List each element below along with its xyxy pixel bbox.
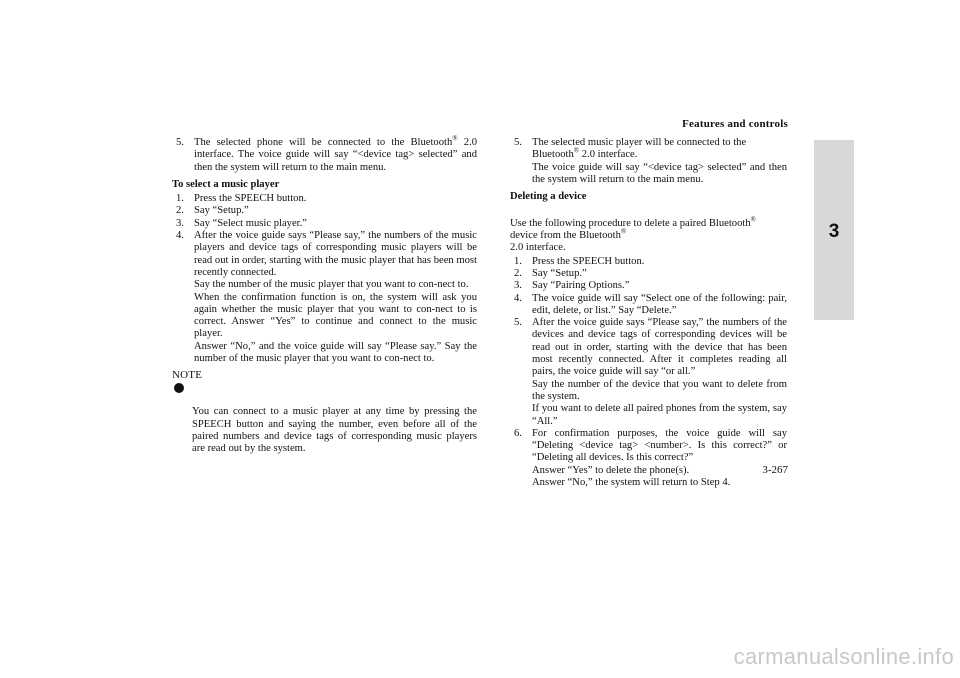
left-step-5 xyxy=(176,134,478,174)
right-step-3 xyxy=(514,280,787,292)
registered-mark: ® xyxy=(620,227,627,236)
step-number: 4. xyxy=(514,292,522,304)
step-text: Say “Setup.” xyxy=(194,205,249,217)
step-number: 5. xyxy=(514,317,522,329)
step-number: 1. xyxy=(514,255,522,267)
step-text-line1: The selected music player will be connected to the xyxy=(532,137,747,148)
registered-mark: ® xyxy=(573,146,580,155)
chapter-number: 3 xyxy=(828,221,840,242)
right-step-5 xyxy=(514,137,787,186)
step-text: The voice guide will say “Select one of the following: pair, edit, delete, or list.” Say “Delete.” xyxy=(532,292,787,316)
step-text: Press the SPEECH button. xyxy=(194,193,307,205)
left-step-4 xyxy=(176,230,477,365)
intro-text-pre: Use the following procedure to delete a paired Bluetooth xyxy=(510,217,751,229)
section-title-music-player: To select a music player xyxy=(172,178,280,190)
step-number: 5. xyxy=(176,137,184,148)
left-column xyxy=(172,134,478,455)
left-step-3 xyxy=(176,218,477,230)
step-number: 1. xyxy=(176,193,184,205)
page-header-title: Features and controls xyxy=(682,118,788,130)
intro-text-post: 2.0 interface. xyxy=(510,242,566,254)
step-text-post: 2.0 interface. xyxy=(581,149,638,161)
note-text: You can connect to a music player at any time by pressing the SPEECH button and saying the number, even before all of the paired numbers and device tags of corresponding music players are read out by the system. xyxy=(192,406,477,455)
right-step-1 xyxy=(514,256,787,268)
intro-text-mid: device from the Bluetooth xyxy=(510,230,621,242)
step-number: 2. xyxy=(514,267,522,279)
step-text-pre: Bluetooth xyxy=(532,149,574,161)
left-step-2 xyxy=(176,205,477,217)
step-text: Say “Pairing Options.” xyxy=(532,280,630,292)
step-text-post: 2.0 interface. The voice guide will say “<device tag> selected” and then the system will return to the main menu. xyxy=(194,137,478,173)
step-number: 3. xyxy=(514,280,522,292)
left-step-1 xyxy=(176,193,477,205)
step-text-pre: The selected phone will be connected to the Bluetooth xyxy=(194,137,453,148)
step-text-line3: The voice guide will say “<device tag> selected” and then the system will return to the main menu. xyxy=(532,161,787,185)
section-title-deleting-device: Deleting a device xyxy=(510,191,587,203)
chapter-tab xyxy=(814,140,854,320)
step-text: Press the SPEECH button. xyxy=(532,255,645,267)
step-number: 2. xyxy=(176,205,184,217)
registered-mark: ® xyxy=(452,134,458,143)
section-intro xyxy=(510,205,787,254)
step-number: 3. xyxy=(176,217,184,229)
bullet-icon xyxy=(174,383,184,393)
note-item xyxy=(174,382,477,456)
step-text: For confirmation purposes, the voice guide will say “Deleting <device tag> <number>. Is this correct?” or “Deleting all devices. Is this correct?” Answer “Yes” to delete the phone(s). Answer “No,” the system will return to Step 4. xyxy=(532,427,787,489)
step-text: After the voice guide says “Please say,” the numbers of the devices and device tags of corresponding devices will be read out in order, starting with the device that has been most recently connected. After it completes reading all pairs, the voice guide will say “or all.” Say the number of the device that you want to delete from the system. If you want to delete all paired phones from the system, say “All.” xyxy=(532,317,787,427)
step-number: 4. xyxy=(176,230,184,242)
registered-mark: ® xyxy=(750,215,756,224)
step-text: After the voice guide says “Please say,” the numbers of the music players and device tags of corresponding music players will be read out in order, starting with the music player that has been most recently connected. Say the number of the music player that you want to con-nect to. When the confirmation function is on, the system will ask you again whether the music player that you want to con-nect to is correct. Answer “Yes” to continue and connect to the music player. Answer “No,” and the voice guide will say “Please say.” Say the number of the music player that you want to con-nect to. xyxy=(194,230,477,365)
page-number: 3-267 xyxy=(762,464,788,476)
step-number: 6. xyxy=(514,427,522,439)
right-step-6 xyxy=(514,428,787,489)
step-text: Say “Setup.” xyxy=(532,267,587,279)
note-label: NOTE xyxy=(172,369,203,382)
step-text-line2 xyxy=(532,146,787,161)
right-step-5b xyxy=(514,317,787,428)
right-step-4 xyxy=(514,293,787,318)
right-step-2 xyxy=(514,268,787,280)
step-text: Say “Select music player.” xyxy=(194,217,307,229)
watermark: carmanualsonline.info xyxy=(733,644,954,669)
right-column xyxy=(510,137,787,489)
step-number: 5. xyxy=(514,137,522,148)
